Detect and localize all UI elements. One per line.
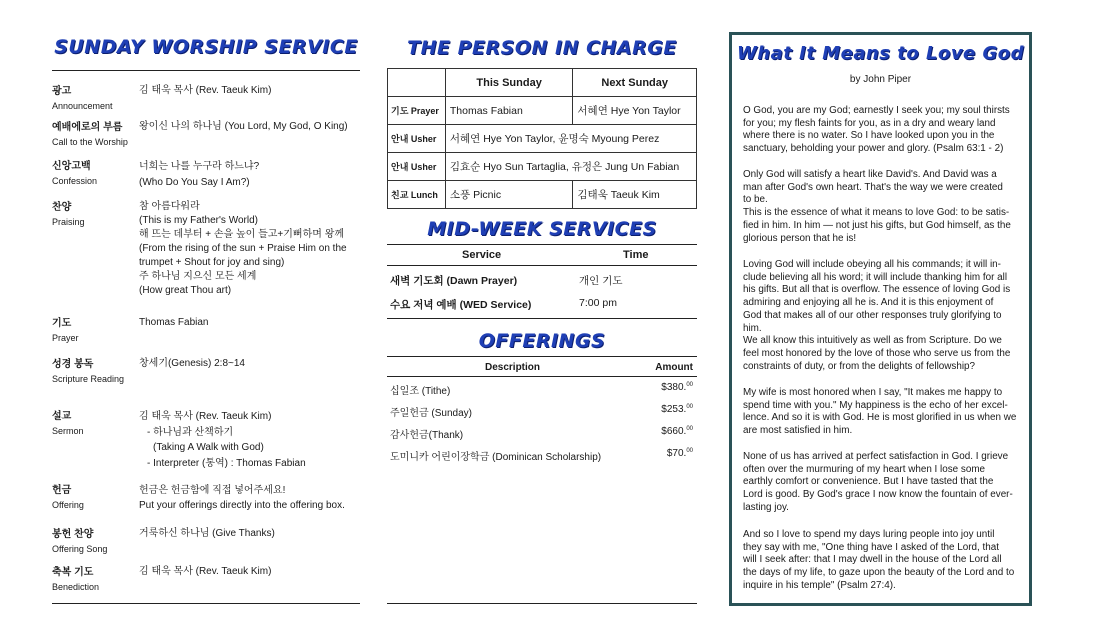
table-header-blank <box>388 69 446 97</box>
item-value: - Interpreter (통역) : Thomas Fabian <box>147 457 306 469</box>
item-value: (Taking A Walk with God) <box>153 442 264 453</box>
text-line: Lord is good. By God's grace I now know the fountain of ever- <box>743 489 1013 501</box>
text-line: are most satisfied in him. <box>743 425 853 437</box>
article-paragraph <box>743 169 1027 245</box>
amount-value: $70. <box>666 448 687 459</box>
item-value: 거룩하신 하나님 (Give Thanks) <box>139 528 275 539</box>
item-label-ko: 예배에로의 부름 <box>52 122 123 133</box>
table-header-row <box>388 69 697 97</box>
text-line: they say with me, "One thing have I asked of the Lord, that <box>743 541 1000 553</box>
table-header: Description <box>485 362 541 373</box>
item-value: Put your offerings directly into the offering box. <box>139 500 345 511</box>
table-row <box>388 181 697 209</box>
table-row <box>388 97 697 125</box>
offering-amount <box>667 448 693 459</box>
table-cell: 김효순 Hyo Sun Tartaglia, 유정은 Jung Un Fabian <box>445 153 696 181</box>
table-cell: 서혜연 Hye Yon Taylor <box>573 97 697 125</box>
text-line: lence. And so it is with God. He is most glorified in us when we <box>743 412 1017 424</box>
item-label-ko: 축복 기도 <box>52 567 94 578</box>
item-value: 김 태욱 목사 (Rev. Taeuk Kim) <box>139 85 272 96</box>
divider <box>387 318 697 319</box>
text-line: him. <box>743 322 762 334</box>
service-name: 새벽 기도회 (Dawn Prayer) <box>390 275 518 287</box>
text-line: fied in him. In him — not just his gifts, but God himself, as the <box>743 219 1011 231</box>
offering-description: 감사헌금(Thank) <box>390 430 464 441</box>
schedule-column <box>387 0 697 635</box>
text-line: This is the essence of what it means to love God: to be satis- <box>743 207 1010 219</box>
item-value: 헌금은 헌금함에 직접 넣어주세요! <box>139 485 286 496</box>
item-label-ko: 찬양 <box>52 202 72 213</box>
item-value: (This is my Father's World) <box>139 215 258 226</box>
divider <box>387 376 697 377</box>
text-line: admiring and enjoying all he is. And it is this enjoyment of <box>743 297 994 309</box>
item-label-ko: 성경 봉독 <box>52 359 94 370</box>
item-value: - 하나님과 산책하기 <box>147 426 234 438</box>
table-header: Service <box>462 249 502 261</box>
table-header: Next Sunday <box>573 69 697 97</box>
item-label-en: Sermon <box>52 426 84 436</box>
divider <box>387 244 697 245</box>
item-label-en: Scripture Reading <box>52 374 125 384</box>
article-panel <box>729 32 1032 606</box>
service-name: 수요 저녁 예배 (WED Service) <box>390 299 532 311</box>
table-cell: 김태욱 Taeuk Kim <box>573 181 697 209</box>
text-line: to be. <box>743 194 768 206</box>
text-line: Only God will satisfy a heart like David's. And David was a <box>743 169 997 180</box>
text-line: O God, you are my God; earnestly I seek you; my soul thirsts <box>743 105 1010 116</box>
item-label-en: Offering <box>52 500 84 510</box>
table-header: This Sunday <box>445 69 573 97</box>
item-value: 주 하나님 지으신 모든 세계 <box>139 271 257 282</box>
offering-description: 도미니카 어린이장학금 (Dominican Scholarship) <box>390 452 602 463</box>
table-cell: 서혜연 Hye Yon Taylor, 윤명숙 Myoung Perez <box>445 125 696 153</box>
item-value: Thomas Fabian <box>139 317 209 328</box>
text-line: And so I love to spend my days luring people into joy until <box>743 529 995 540</box>
item-label-en: Praising <box>52 217 85 227</box>
text-line: God that makes all of our other responses truly glorifying to <box>743 309 1002 321</box>
amount-value: $660. <box>661 426 687 437</box>
item-value: 김 태욱 목사 (Rev. Taeuk Kim) <box>139 566 272 577</box>
item-value: 너희는 나를 누구라 하느냐? <box>139 161 260 172</box>
item-value: 해 뜨는 데부터 + 손을 높이 들고+기뻐하며 왕께 <box>139 229 345 240</box>
article-paragraph <box>743 529 1027 593</box>
offering-description: 주일헌금 (Sunday) <box>390 408 472 419</box>
service-time: 7:00 pm <box>579 297 617 309</box>
offering-description: 십일조 (Tithe) <box>390 386 451 397</box>
item-value: 왕이신 나의 하나님 (You Lord, My God, O King) <box>139 121 348 132</box>
amount-cents: 00 <box>686 382 693 388</box>
item-value: (How great Thou art) <box>139 285 232 296</box>
worship-title: SUNDAY WORSHIP SERVICE <box>54 36 358 58</box>
text-line: will I seek after: that I may dwell in the house of the Lord all <box>743 554 1002 566</box>
item-value: trumpet + Shout for joy and sing) <box>139 257 285 268</box>
article-paragraph <box>743 387 1027 438</box>
text-line: the days of my life, to gaze upon the beauty of the Lord and to <box>743 567 1015 579</box>
text-line: My wife is most honored when I say, "It makes me happy to <box>743 387 1003 398</box>
text-line: clude believing all his word; it will include thanking him for all <box>743 271 1008 283</box>
item-label-ko: 설교 <box>52 411 72 422</box>
table-row <box>388 153 697 181</box>
text-line: for you; my flesh faints for you, as in a dry and weary land <box>743 117 996 129</box>
item-label-en: Offering Song <box>52 544 108 554</box>
text-line: sanctuary, beholding your power and glory. (Psalm 63:1 - 2) <box>743 143 1004 155</box>
service-time: 개인 기도 <box>579 275 623 287</box>
item-label-ko: 기도 <box>52 318 72 329</box>
table-row <box>388 125 697 153</box>
amount-value: $380. <box>661 382 687 393</box>
item-label-ko: 광고 <box>52 86 72 97</box>
offering-amount <box>661 404 693 415</box>
amount-cents: 00 <box>686 404 693 410</box>
text-line: lasting joy. <box>743 501 789 513</box>
amount-value: $253. <box>661 404 687 415</box>
text-line: feel most honored by the love of those who serve us from the <box>743 347 1011 359</box>
article-author: by John Piper <box>849 74 912 85</box>
table-header: Amount <box>655 362 693 373</box>
article-title: What It Means to Love God <box>736 43 1025 64</box>
offering-amount <box>661 426 693 437</box>
item-value: (Who Do You Say I Am?) <box>139 177 250 188</box>
offerings-title: OFFERINGS <box>478 330 606 352</box>
worship-column <box>52 0 362 635</box>
text-line: constraints of duty, or from the delights of fellowship? <box>743 360 975 372</box>
text-line: None of us has arrived at perfect satisfaction in God. I grieve <box>743 451 1009 462</box>
item-value: (From the rising of the sun + Praise Him on the <box>139 243 347 254</box>
text-line: earthly comfort or convenience. But I have tasted that the <box>743 476 994 488</box>
article-paragraph <box>743 105 1027 156</box>
text-line: man after God's own heart. That's the way we were created <box>743 181 1003 193</box>
role-cell: 친교 Lunch <box>388 181 446 209</box>
text-line: Loving God will include obeying all his commands; it will in- <box>743 259 1001 270</box>
item-label-en: Prayer <box>52 333 79 343</box>
text-line: his gifts. But all that is overflow. The essence of loving God is <box>743 284 1011 296</box>
item-label-ko: 헌금 <box>52 485 72 496</box>
text-line: often over the murmuring of my heart when I lose some <box>743 463 986 475</box>
role-cell: 안내 Usher <box>388 153 446 181</box>
divider <box>52 603 360 604</box>
divider <box>387 603 697 604</box>
table-cell: 소풍 Picnic <box>445 181 573 209</box>
article-paragraph <box>743 451 1027 515</box>
offering-amount <box>661 382 693 393</box>
table-cell: Thomas Fabian <box>445 97 573 125</box>
divider <box>52 70 360 71</box>
amount-cents: 00 <box>686 426 693 432</box>
item-label-ko: 봉헌 찬양 <box>52 529 94 540</box>
item-value: 창세기(Genesis) 2:8~14 <box>139 358 245 369</box>
item-value: 김 태욱 목사 (Rev. Taeuk Kim) <box>139 411 272 422</box>
charge-title: THE PERSON IN CHARGE <box>407 37 677 59</box>
item-label-ko: 신앙고백 <box>52 161 91 172</box>
divider <box>387 265 697 266</box>
table-header: Time <box>623 249 649 261</box>
charge-table <box>387 68 697 209</box>
article-paragraph <box>743 259 1027 373</box>
text-line: where there is no water. So I have looked upon you in the <box>743 130 995 142</box>
item-label-en: Announcement <box>52 101 113 111</box>
role-cell: 안내 Usher <box>388 125 446 153</box>
role-cell: 기도 Prayer <box>388 97 446 125</box>
item-label-en: Benediction <box>52 582 100 592</box>
amount-cents: 00 <box>686 448 693 454</box>
item-label-en: Confession <box>52 176 98 186</box>
divider <box>387 356 697 357</box>
item-value: 참 아름다워라 <box>139 201 200 212</box>
text-line: inquire in his temple" (Psalm 27:4). <box>743 579 896 591</box>
text-line: glorious person that he is! <box>743 232 857 244</box>
midweek-title: MID-WEEK SERVICES <box>387 218 697 240</box>
text-line: We all know this intuitively as well as from Scripture. Do we <box>743 335 1002 347</box>
item-label-en: Call to the Worship <box>52 137 128 147</box>
text-line: spend time with you." My happiness is the echo of her excel- <box>743 399 1008 411</box>
